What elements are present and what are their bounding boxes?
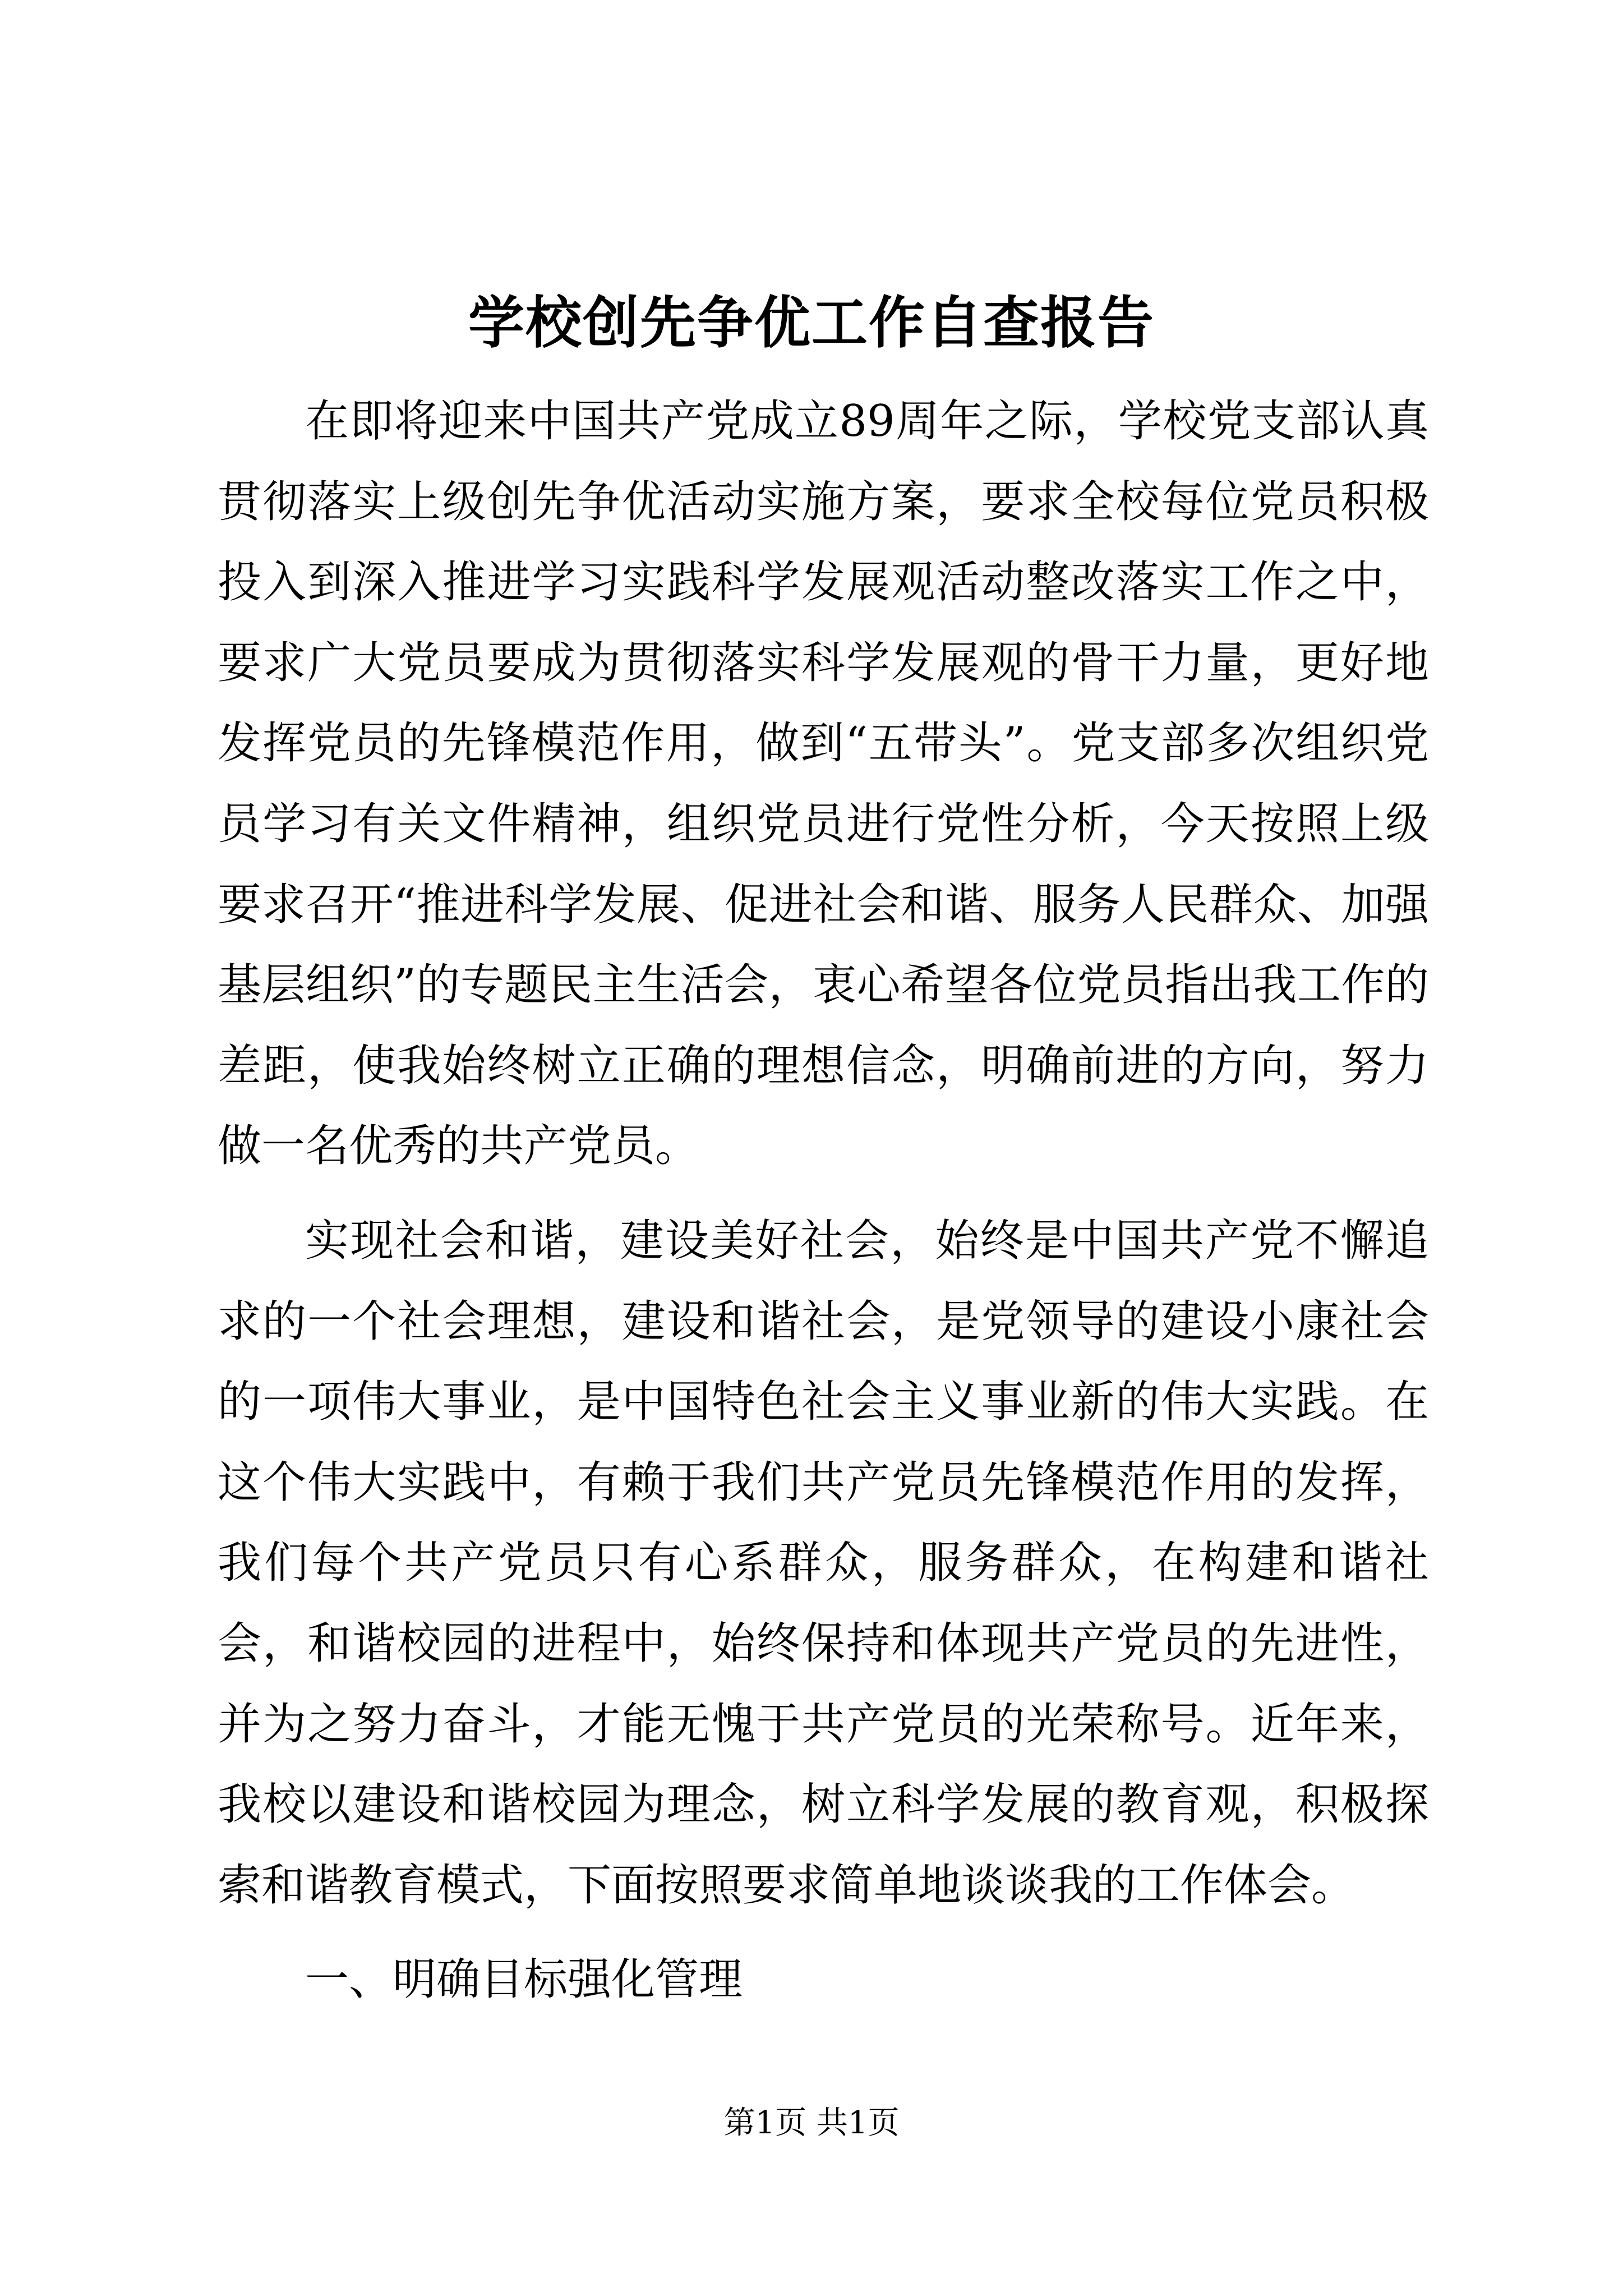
section-heading: 一、明确目标强化管理	[305, 1954, 743, 2005]
document-body	[218, 381, 1429, 2021]
paragraph-harmony: 实现社会和谐，建设美好社会，始终是中国共产党不懈追求的一个社会理想，建设和谐社会，是党领导的建设小康社会的一项伟大事业，是中国特色社会主义事业新的伟大实践。在这个伟大实践中，有赖于我们共产党员先锋模范作用的发挥，我们每个共产党员只有心系群众，服务群众，在构建和谐社会，和谐校园的进程中，始终保持和体现共产党员的先进性，并为之努力奋斗，才能无愧于共产党员的光荣称号。近年来，我校以建设和谐校园为理念，树立科学发展的教育观，积极探索和谐教育模式，下面按照要求简单地谈谈我的工作体会。	[218, 1215, 1429, 1911]
paragraph-intro: 在即将迎来中国共产党成立89周年之际，学校党支部认真贯彻落实上级创先争优活动实施方案，要求全校每位党员积极投入到深入推进学习实践科学发展观活动整改落实工作之中，要求广大党员要成为贯彻落实科学发展观的骨干力量，更好地发挥党员的先锋模范作用，做到“五带头”。党支部多次组织党员学习有关文件精神，组织党员进行党性分析，今天按照上级要求召开“推进科学发展、促进社会和谐、服务人民群众、加强基层组织”的专题民主生活会，衷心希望各位党员指出我工作的差距，使我始终树立正确的理想信念，明确前进的方向，努力做一名优秀的共产党员。	[218, 396, 1429, 1172]
document-title: 学校创先争优工作自查报告	[468, 289, 1155, 356]
page-footer: 第1页 共1页	[723, 2105, 900, 2141]
